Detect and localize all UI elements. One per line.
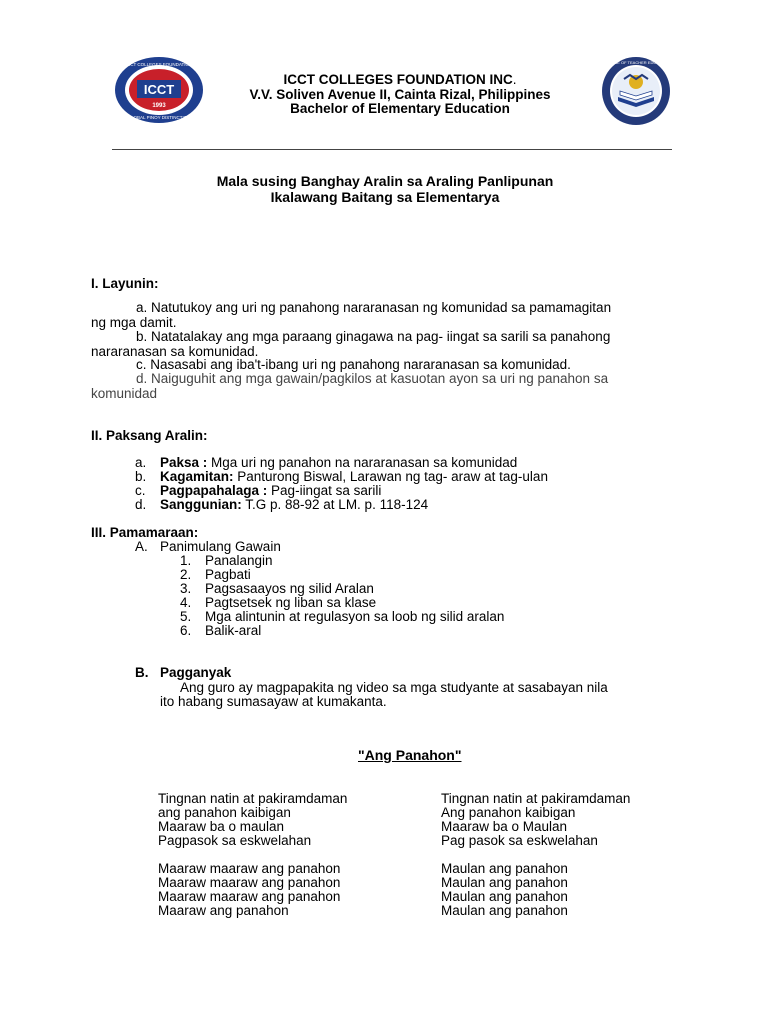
lyric-left-6: Maaraw maaraw ang panahon [158, 875, 341, 890]
step-5: 5. Mga alintunin at regulasyon sa loob ng silid aralan [180, 609, 505, 624]
kagamitan-item: b. Kagamitan: Panturong Biswal, Larawan ng tag- araw at tag-ulan [135, 469, 548, 484]
lesson-title: Mala susing Banghay Aralin sa Araling Panlipunan [216, 173, 554, 189]
step-3: 3. Pagsasaayos ng silid Aralan [180, 581, 374, 596]
lyric-right-3: Maaraw ba o Maulan [441, 819, 568, 834]
step-2: 2. Pagbati [180, 567, 251, 582]
lesson-subtitle: Ikalawang Baitang sa Elementarya [270, 189, 500, 205]
teacher-education-logo [600, 55, 672, 127]
layunin-item-d: d. Naiguguhit ang mga gawain/pagkilos at kasuotan ayon sa uri ng panahon sa komunidad [91, 371, 609, 401]
institution-address: V.V. Soliven Avenue II, Cainta Rizal, Philippines [249, 87, 551, 102]
pagganyak-heading: B. Pagganyak [135, 665, 232, 680]
lyric-right-7: Maulan ang panahon [441, 889, 568, 904]
lyric-left-7: Maaraw maaraw ang panahon [158, 889, 341, 904]
lyric-left-3: Maaraw ba o maulan [158, 819, 285, 834]
paksang-aralin-heading: II. Paksang Aralin: [91, 428, 208, 443]
step-6: 6. Balik-aral [180, 623, 262, 638]
icct-logo [113, 55, 205, 125]
layunin-item-b: b. Natatalakay ang mga paraang ginagawa na pag- iingat sa sarili sa panahong nararanasan sa komunidad. [91, 329, 611, 359]
layunin-item-c: c. Nasasabi ang iba't-ibang uri ng panahong nararanasan sa komunidad. [136, 357, 571, 372]
layunin-heading: I. Layunin: [91, 276, 159, 291]
lyric-right-1: Tingnan natin at pakiramdaman [441, 791, 631, 806]
sanggunian-item: d. Sanggunian: T.G p. 88-92 at LM. p. 118-124 [135, 497, 429, 512]
lyric-left-5: Maaraw maaraw ang panahon [158, 861, 341, 876]
logo-ring-text: COLLEGE OF TEACHER EDUCATION [600, 60, 672, 65]
lyric-left-4: Pagpasok sa eskwelahan [158, 833, 312, 848]
logo-top-text: ICCT COLLEGES FOUNDATION [125, 62, 193, 67]
lyric-right-8: Maulan ang panahon [441, 903, 568, 918]
logo-bottom-text: GLOBAL PINOY DISTINCTION [127, 115, 191, 120]
pagganyak-text-line1: Ang guro ay magpapakita ng video sa mga studyante at sasabayan nila [180, 680, 608, 695]
institution-name: ICCT COLLEGES FOUNDATION INC. [283, 72, 517, 87]
lyric-right-4: Pag pasok sa eskwelahan [441, 833, 598, 848]
logo-center-text: ICCT [143, 82, 175, 97]
paksa-item: a. Paksa : Mga uri ng panahon na nararanasan sa komunidad [135, 455, 518, 470]
step-4: 4. Pagtsetsek ng liban sa klase [180, 595, 377, 610]
lyric-right-2: Ang panahon kaibigan [441, 805, 576, 820]
layunin-item-a: a. Natutukoy ang uri ng panahong nararanasan ng komunidad sa pamamagitan ng mga damit. [91, 300, 612, 330]
program-name: Bachelor of Elementary Education [290, 101, 510, 116]
header-divider [112, 149, 672, 150]
lyric-right-6: Maulan ang panahon [441, 875, 568, 890]
panimulang-gawain: A. Panimulang Gawain [135, 539, 281, 554]
pagpapahalaga-item: c. Pagpapahalaga : Pag-iingat sa sarili [135, 483, 382, 498]
song-title: "Ang Panahon" [358, 747, 462, 763]
step-1: 1. Panalangin [180, 553, 273, 568]
logo-years: 1993 [152, 103, 166, 109]
lyric-left-8: Maaraw ang panahon [158, 903, 289, 918]
pamamaraan-heading: III. Pamamaraan: [91, 525, 199, 540]
lyric-right-5: Maulan ang panahon [441, 861, 568, 876]
lyric-left-2: ang panahon kaibigan [158, 805, 291, 820]
lyric-left-1: Tingnan natin at pakiramdaman [158, 791, 348, 806]
pagganyak-text-line2: ito habang sumasayaw at kumakanta. [160, 694, 387, 709]
